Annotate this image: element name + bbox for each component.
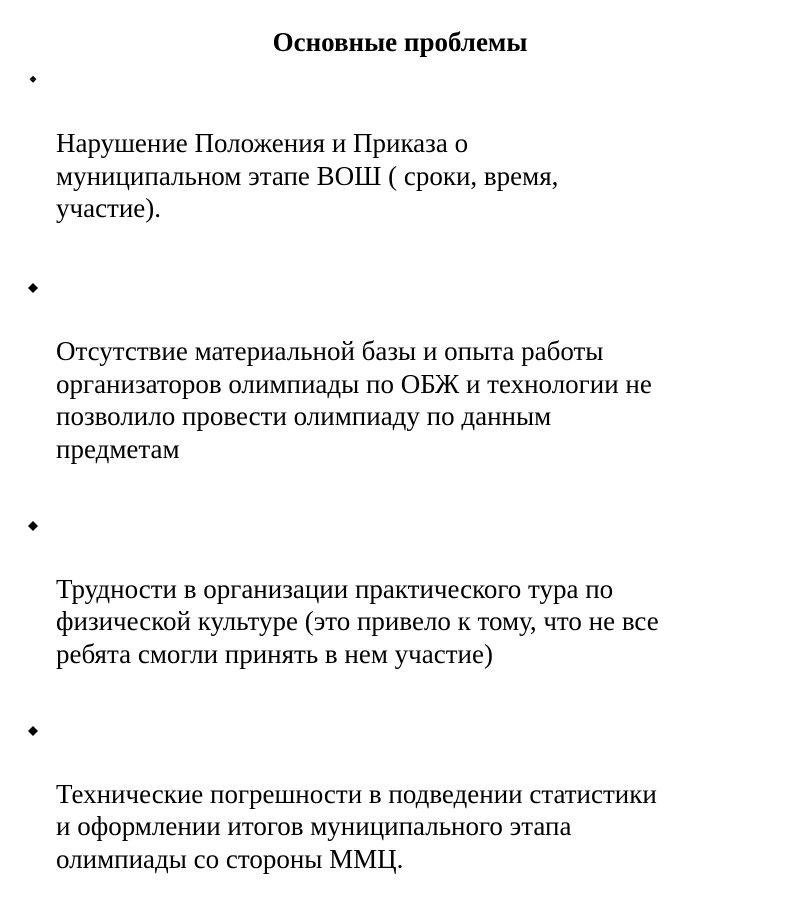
bullet-text: Технические погрешности в подведении статистики и оформлении итогов муниципального этапа олимпиады со стороны ММЦ. — [56, 778, 657, 874]
bullet-item — [22, 270, 792, 498]
slide-title: Основные проблемы — [272, 27, 528, 57]
bullet-item — [22, 62, 792, 257]
bullet-item — [22, 508, 792, 703]
diamond-bullet-icon — [28, 726, 38, 731]
bullet-list — [22, 62, 792, 918]
bullet-item — [22, 713, 792, 908]
diamond-bullet-icon — [28, 283, 38, 288]
diamond-bullet-icon — [30, 76, 37, 80]
bullet-text: Нарушение Положения и Приказа о муниципальном этапе ВОШ ( сроки, время, участие). — [56, 128, 559, 223]
bullet-text: Трудности в организации практического тура по физической культуре (это привело к тому, что не все ребята смогли принять в нем участие) — [56, 573, 659, 669]
diamond-bullet-icon — [28, 521, 38, 526]
bullet-text: Отсутствие материальной базы и опыта работы организаторов олимпиады по ОБЖ и технологии не позволило провести олимпиаду по данным предметам — [56, 336, 652, 464]
